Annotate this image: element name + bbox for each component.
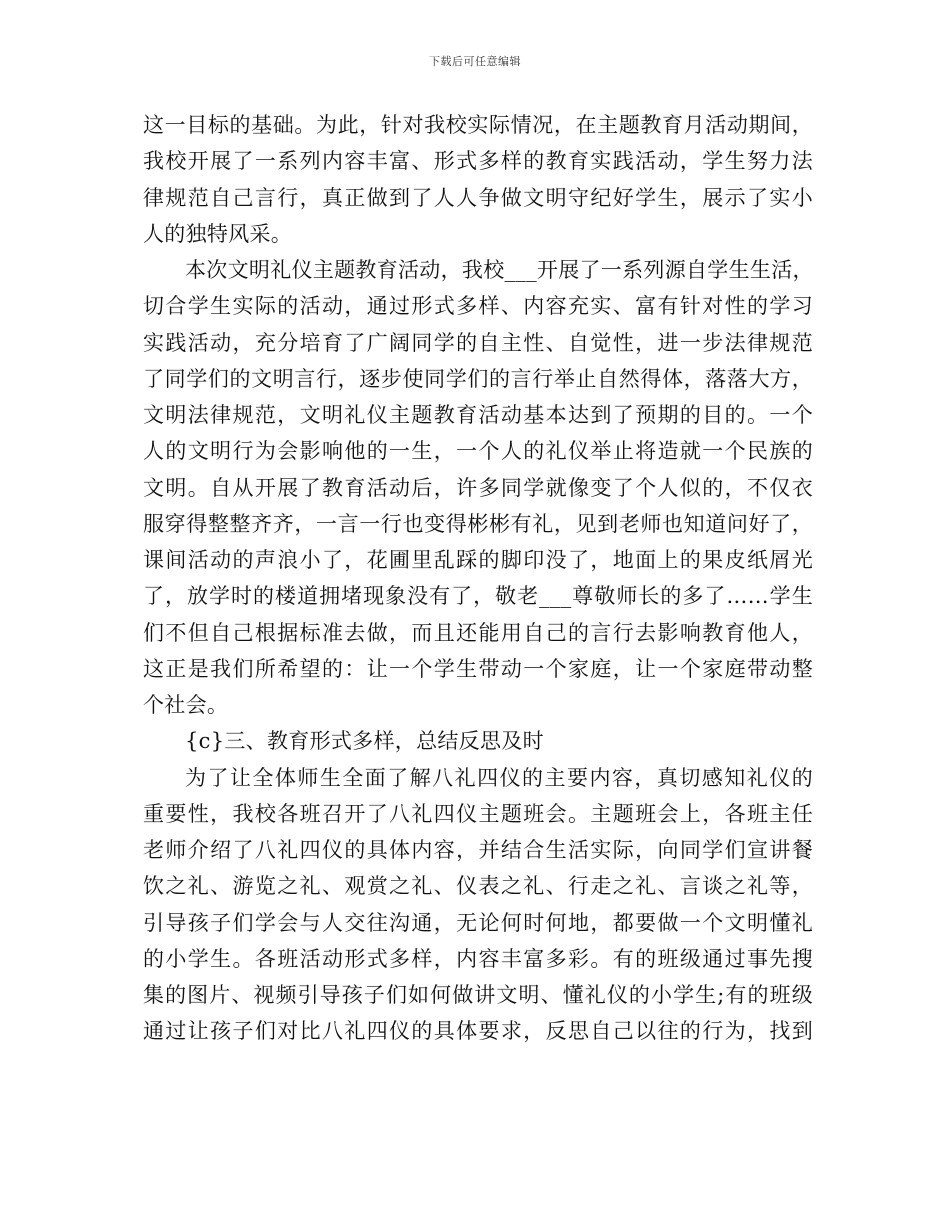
text-line: 引导孩子们学会与人交往沟通，无论何时何地，都要做一个文明懂礼 bbox=[143, 910, 813, 935]
text-line: 通过让孩子们对比八礼四仪的具体要求，反思自己以往的行为，找到 bbox=[143, 1019, 813, 1044]
text-line: 的小学生。各班活动形式多样，内容丰富多彩。有的班级通过事先搜 bbox=[143, 946, 813, 971]
paragraph-start-line: 为了让全体师生全面了解八礼四仪的主要内容，真切感知礼仪的 bbox=[185, 765, 813, 790]
text-line: 文明法律规范，文明礼仪主题教育活动基本达到了预期的目的。一个 bbox=[143, 403, 813, 427]
text-line: 这正是我们所希望的：让一个学生带动一个家庭，让一个家庭带动整 bbox=[143, 656, 813, 681]
page-header: 下载后可任意编辑 bbox=[429, 55, 521, 68]
text-line: 们不但自己根据标准去做，而且还能用自己的言行去影响教育他人， bbox=[143, 620, 813, 645]
section-heading: {c}三、教育形式多样，总结反思及时 bbox=[185, 729, 544, 754]
text-line: 实践活动，充分培育了广阔同学的自主性、自觉性，进一步法律规范 bbox=[143, 330, 813, 355]
text-line: 切合学生实际的活动，通过形式多样、内容充实、富有针对性的学习 bbox=[143, 294, 813, 319]
text-line: 人的文明行为会影响他的一生，一个人的礼仪举止将造就一个民族的 bbox=[143, 439, 813, 464]
text-line: 老师介绍了八礼四仪的具体内容，并结合生活实际，向同学们宣讲餐 bbox=[143, 838, 813, 862]
text-line: 个社会。 bbox=[143, 693, 229, 717]
document-body bbox=[143, 107, 813, 1050]
text-line: 我校开展了一系列内容丰富、形式多样的教育实践活动，学生努力法 bbox=[143, 149, 813, 174]
text-line: 集的图片、视频引导孩子们如何做讲文明、懂礼仪的小学生;有的班级 bbox=[143, 983, 813, 1007]
paragraph-start-line: 本次文明礼仪主题教育活动，我校___开展了一系列源自学生生活， bbox=[185, 258, 814, 282]
text-line: 了，放学时的楼道拥堵现象没有了，敬老___尊敬师长的多了……学生 bbox=[143, 584, 813, 609]
text-line: 饮之礼、游览之礼、观赏之礼、仪表之礼、行走之礼、言谈之礼等， bbox=[143, 874, 813, 899]
text-line: 律规范自己言行，真正做到了人人争做文明守纪好学生，展示了实小 bbox=[143, 185, 813, 210]
text-line: 服穿得整整齐齐，一言一行也变得彬彬有礼，见到老师也知道问好了， bbox=[143, 511, 813, 536]
text-line: 课间活动的声浪小了，花圃里乱踩的脚印没了，地面上的果皮纸屑光 bbox=[143, 548, 813, 572]
text-line: 了同学们的文明言行，逐步使同学们的言行举止自然得体，落落大方， bbox=[143, 366, 813, 391]
text-line: 人的独特风采。 bbox=[143, 221, 293, 246]
text-line: 文明。自从开展了教育活动后，许多同学就像变了个人似的，不仅衣 bbox=[143, 475, 813, 500]
text-line: 重要性，我校各班召开了八礼四仪主题班会。主题班会上，各班主任 bbox=[143, 801, 813, 826]
text-line: 这一目标的基础。为此，针对我校实际情况，在主题教育月活动期间， bbox=[143, 113, 813, 137]
